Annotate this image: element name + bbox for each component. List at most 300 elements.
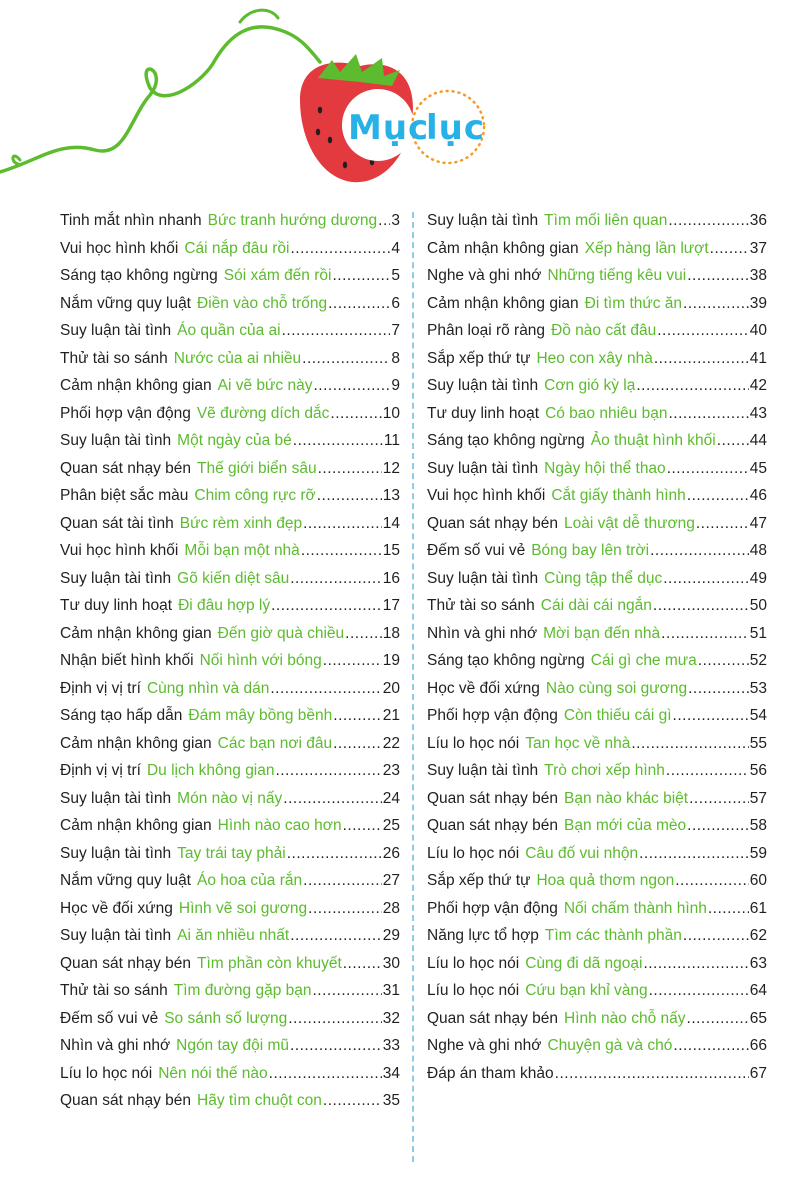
toc-category: Vui học hình khối bbox=[60, 542, 179, 559]
toc-title: Tìm mối liên quan bbox=[544, 212, 668, 229]
toc-page-number: 3 bbox=[391, 212, 400, 229]
toc-column-right bbox=[427, 212, 767, 1092]
toc-category: Cảm nhận không gian bbox=[60, 817, 212, 834]
toc-category: Phối hợp vận động bbox=[427, 899, 558, 917]
toc-leader-dots bbox=[667, 460, 749, 478]
toc-leader-dots bbox=[343, 817, 382, 835]
toc-entry bbox=[427, 707, 767, 735]
toc-page-number: 53 bbox=[749, 679, 767, 697]
toc-page-number: 41 bbox=[749, 349, 767, 367]
toc-category: Quan sát nhạy bén bbox=[427, 514, 558, 532]
toc-leader-dots bbox=[663, 570, 749, 588]
toc-entry bbox=[427, 762, 767, 790]
toc-page-number: 10 bbox=[382, 404, 400, 422]
toc-leader-dots bbox=[317, 487, 382, 505]
toc-title: Nào cùng soi gương bbox=[545, 679, 688, 697]
toc-category: Vui học hình khối bbox=[60, 239, 179, 257]
toc-leader-dots bbox=[313, 377, 390, 395]
toc-category: Nhận biết hình khối bbox=[60, 652, 194, 669]
toc-leader-dots bbox=[683, 927, 749, 945]
toc-title: Cùng tập thể dục bbox=[544, 569, 663, 587]
toc-leader-dots bbox=[668, 405, 748, 423]
toc-leader-dots bbox=[271, 597, 382, 615]
toc-category: Tư duy linh hoạt bbox=[60, 597, 173, 614]
toc-category: Phối hợp vận động bbox=[60, 404, 191, 422]
toc-page-number: 51 bbox=[749, 624, 767, 642]
toc-title: Cùng nhìn và dán bbox=[146, 679, 270, 697]
toc-page-number: 7 bbox=[391, 322, 400, 339]
toc-leader-dots bbox=[673, 1037, 748, 1055]
toc-page-number: 37 bbox=[749, 239, 767, 257]
toc-title: Bức tranh hướng dương bbox=[207, 212, 378, 229]
toc-entry bbox=[60, 1092, 400, 1120]
toc-category: Quan sát nhạy bén bbox=[60, 459, 191, 477]
toc-entry bbox=[427, 845, 767, 873]
toc-category: Học về đối xứng bbox=[60, 899, 173, 917]
toc-leader-dots bbox=[673, 707, 749, 725]
toc-entry bbox=[427, 542, 767, 570]
toc-page-number: 15 bbox=[382, 542, 400, 559]
toc-leader-dots bbox=[288, 1010, 381, 1028]
toc-entry bbox=[427, 1065, 767, 1093]
toc-title: Trò chơi xếp hình bbox=[544, 762, 665, 779]
toc-entry bbox=[60, 377, 400, 405]
toc-page-number: 61 bbox=[749, 899, 767, 917]
toc-category: Nắm vững quy luật bbox=[60, 872, 191, 889]
toc-title: Các bạn nơi đâu bbox=[217, 734, 333, 752]
toc-page-number: 29 bbox=[382, 927, 400, 944]
toc-entry bbox=[427, 900, 767, 928]
toc-category: Líu lo học nói bbox=[427, 734, 520, 752]
toc-leader-dots bbox=[643, 955, 748, 973]
toc-title: Có bao nhiêu bạn bbox=[545, 404, 668, 422]
toc-leader-dots bbox=[303, 872, 382, 890]
toc-category: Suy luận tài tình bbox=[427, 377, 539, 394]
toc-page-number: 17 bbox=[382, 597, 400, 614]
toc-title: Câu đố vui nhộn bbox=[525, 844, 639, 862]
toc-category: Đếm số vui vẻ bbox=[60, 1009, 159, 1027]
toc-entry bbox=[427, 377, 767, 405]
toc-page-number: 63 bbox=[749, 954, 767, 972]
toc-page-number: 13 bbox=[382, 487, 400, 504]
toc-page-number: 22 bbox=[382, 734, 400, 752]
toc-page-number: 11 bbox=[383, 432, 400, 449]
toc-entry bbox=[427, 405, 767, 433]
toc-page-number: 12 bbox=[382, 459, 400, 477]
toc-entry bbox=[60, 927, 400, 955]
toc-page-number: 16 bbox=[382, 569, 400, 587]
toc-title: Đồ nào cất đâu bbox=[551, 322, 657, 339]
toc-page-number: 58 bbox=[749, 817, 767, 834]
toc-category: Nhìn và ghi nhớ bbox=[60, 1037, 171, 1054]
toc-title: Bạn mới của mèo bbox=[564, 817, 687, 834]
toc-category: Suy luận tài tình bbox=[60, 432, 172, 449]
toc-title: Xếp hàng lần lượt bbox=[584, 239, 709, 257]
toc-entry bbox=[60, 652, 400, 680]
toc-title: Du lịch không gian bbox=[146, 762, 275, 779]
toc-title: Tìm đường gặp bạn bbox=[173, 982, 312, 999]
toc-page-number: 40 bbox=[749, 322, 767, 339]
toc-title: Tan học về nhà bbox=[525, 734, 631, 752]
toc-page-number: 42 bbox=[749, 377, 767, 394]
toc-entry bbox=[60, 487, 400, 515]
toc-title: Cái nắp đâu rồi bbox=[184, 239, 290, 257]
toc-title: Cái gì che mưa bbox=[590, 652, 697, 669]
toc-leader-dots bbox=[378, 212, 390, 230]
toc-entry bbox=[427, 350, 767, 378]
toc-entry bbox=[60, 680, 400, 708]
toc-category: Quan sát nhạy bén bbox=[427, 789, 558, 807]
toc-leader-dots bbox=[688, 680, 749, 698]
toc-leader-dots bbox=[276, 762, 382, 780]
toc-leader-dots bbox=[302, 350, 390, 368]
toc-category: Suy luận tài tình bbox=[427, 569, 539, 587]
toc-category: Cảm nhận không gian bbox=[427, 239, 579, 257]
toc-category: Suy luận tài tình bbox=[60, 844, 172, 862]
toc-page-number: 9 bbox=[391, 377, 400, 394]
toc-leader-dots bbox=[345, 625, 382, 643]
toc-title: Tay trái tay phải bbox=[177, 844, 286, 862]
toc-title: Đi đâu hợp lý bbox=[178, 597, 271, 614]
toc-category: Cảm nhận không gian bbox=[427, 294, 579, 312]
toc-entry bbox=[427, 625, 767, 653]
toc-title: Chuyện gà và chó bbox=[547, 1037, 673, 1054]
toc-category: Tư duy linh hoạt bbox=[427, 404, 540, 422]
toc-page-number: 66 bbox=[749, 1037, 767, 1054]
toc-entry bbox=[60, 790, 400, 818]
toc-title: Ngày hội thể thao bbox=[544, 459, 666, 477]
toc-category: Vui học hình khối bbox=[427, 487, 546, 504]
toc-page-number: 18 bbox=[382, 624, 400, 642]
toc-leader-dots bbox=[555, 1065, 749, 1083]
toc-category: Thử tài so sánh bbox=[427, 597, 535, 614]
toc-entry bbox=[60, 350, 400, 378]
toc-title: Cơn gió kỳ lạ bbox=[544, 377, 636, 394]
toc-leader-dots bbox=[668, 212, 748, 230]
toc-page-number: 46 bbox=[749, 487, 767, 504]
toc-category: Thử tài so sánh bbox=[60, 349, 168, 367]
toc-category: Sáng tạo không ngừng bbox=[427, 652, 585, 669]
toc-category: Sáng tạo không ngừng bbox=[427, 432, 585, 449]
toc-title: So sánh số lượng bbox=[164, 1009, 288, 1027]
toc-title: Hình nào chỗ nấy bbox=[564, 1009, 686, 1027]
toc-entry bbox=[60, 432, 400, 460]
toc-category: Phối hợp vận động bbox=[427, 707, 558, 724]
toc-page-number: 44 bbox=[749, 432, 767, 449]
toc-leader-dots bbox=[332, 267, 390, 285]
toc-title: Ai ăn nhiều nhất bbox=[177, 927, 290, 944]
toc-leader-dots bbox=[687, 487, 749, 505]
toc-page-number: 57 bbox=[749, 789, 767, 807]
toc-leader-dots bbox=[653, 597, 749, 615]
toc-leader-dots bbox=[649, 982, 749, 1000]
toc-category: Suy luận tài tình bbox=[60, 789, 172, 807]
toc-entry bbox=[60, 212, 400, 240]
toc-leader-dots bbox=[687, 267, 749, 285]
toc-title: Đám mây bồng bềnh bbox=[188, 707, 333, 724]
toc-page-number: 25 bbox=[382, 817, 400, 834]
toc-category: Quan sát nhạy bén bbox=[60, 1092, 191, 1109]
toc-page-number: 35 bbox=[382, 1092, 400, 1109]
toc-entry bbox=[60, 845, 400, 873]
toc-page-number: 34 bbox=[382, 1064, 400, 1082]
page-title-sub: lục bbox=[426, 108, 486, 148]
toc-page-number: 20 bbox=[382, 679, 400, 697]
toc-category: Quan sát nhạy bén bbox=[427, 817, 558, 834]
toc-leader-dots bbox=[343, 955, 382, 973]
toc-category: Sáng tạo không ngừng bbox=[60, 267, 218, 284]
toc-leader-dots bbox=[290, 240, 390, 258]
toc-title: Tìm phần còn khuyết bbox=[197, 954, 342, 972]
toc-entry bbox=[60, 762, 400, 790]
toc-entry bbox=[427, 212, 767, 240]
toc-category: Nhìn và ghi nhớ bbox=[427, 624, 538, 642]
toc-entry bbox=[60, 1010, 400, 1038]
toc-title: Đi tìm thức ăn bbox=[584, 294, 683, 312]
toc-title: Cứu bạn khỉ vàng bbox=[525, 982, 648, 999]
toc-entry bbox=[60, 872, 400, 900]
toc-page-number: 27 bbox=[382, 872, 400, 889]
toc-title: Chim công rực rỡ bbox=[194, 487, 316, 504]
toc-entry bbox=[427, 982, 767, 1010]
toc-category: Líu lo học nói bbox=[427, 954, 520, 972]
toc-page-number: 23 bbox=[382, 762, 400, 779]
toc-leader-dots bbox=[639, 845, 749, 863]
toc-entry bbox=[427, 515, 767, 543]
toc-category: Quan sát tài tình bbox=[60, 514, 174, 532]
toc-entry bbox=[427, 927, 767, 955]
toc-leader-dots bbox=[717, 432, 749, 450]
toc-category: Cảm nhận không gian bbox=[60, 624, 212, 642]
toc-category: Sắp xếp thứ tự bbox=[427, 872, 531, 889]
toc-leader-dots bbox=[282, 322, 391, 340]
toc-entry bbox=[427, 1010, 767, 1038]
toc-category: Phân loại rõ ràng bbox=[427, 322, 546, 339]
toc-page-number: 47 bbox=[749, 514, 767, 532]
toc-entry bbox=[60, 267, 400, 295]
toc-category: Suy luận tài tình bbox=[427, 762, 539, 779]
toc-title: Nối chấm thành hình bbox=[563, 899, 707, 917]
toc-category: Thử tài so sánh bbox=[60, 982, 168, 999]
toc-page-number: 31 bbox=[382, 982, 400, 999]
toc-page-number: 30 bbox=[382, 954, 400, 972]
toc-leader-dots bbox=[303, 515, 382, 533]
toc-title: Mỗi bạn một nhà bbox=[184, 542, 300, 559]
toc-title: Hãy tìm chuột con bbox=[197, 1092, 322, 1109]
toc-entry bbox=[60, 735, 400, 763]
toc-entry bbox=[60, 707, 400, 735]
toc-entry bbox=[60, 982, 400, 1010]
toc-page-number: 48 bbox=[749, 542, 767, 559]
toc-page-number: 38 bbox=[749, 267, 767, 284]
toc-leader-dots bbox=[689, 790, 749, 808]
toc-page-number: 49 bbox=[749, 569, 767, 587]
toc-category: Nghe và ghi nhớ bbox=[427, 1037, 542, 1054]
toc-page-number: 65 bbox=[749, 1009, 767, 1027]
toc-page-number: 54 bbox=[749, 707, 767, 724]
toc-entry bbox=[427, 735, 767, 763]
toc-title: Bức rèm xinh đẹp bbox=[179, 514, 303, 532]
toc-leader-dots bbox=[666, 762, 749, 780]
toc-category: Suy luận tài tình bbox=[60, 322, 172, 339]
toc-page-number: 21 bbox=[382, 707, 400, 724]
toc-page-number: 36 bbox=[749, 212, 767, 229]
toc-page-number: 33 bbox=[382, 1037, 400, 1054]
toc-entry bbox=[427, 652, 767, 680]
toc-category: Đáp án tham khảo bbox=[427, 1064, 554, 1082]
toc-leader-dots bbox=[631, 735, 748, 753]
toc-title: Bóng bay lên trời bbox=[531, 542, 650, 559]
toc-entry bbox=[60, 1037, 400, 1065]
toc-category: Sáng tạo hấp dẫn bbox=[60, 707, 183, 724]
toc-entry bbox=[60, 625, 400, 653]
strawberry-header-illustration bbox=[0, 0, 800, 200]
toc-title: Nên nói thế nào bbox=[158, 1064, 268, 1082]
toc-leader-dots bbox=[318, 460, 382, 478]
toc-leader-dots bbox=[687, 817, 749, 835]
toc-entry bbox=[427, 955, 767, 983]
toc-leader-dots bbox=[293, 432, 383, 450]
toc-title: Thế giới biển sâu bbox=[197, 459, 317, 477]
toc-title: Ảo thuật hình khối bbox=[590, 432, 716, 449]
toc-leader-dots bbox=[308, 900, 382, 918]
toc-category: Nắm vững quy luật bbox=[60, 294, 191, 312]
toc-entry bbox=[60, 542, 400, 570]
toc-entry bbox=[60, 322, 400, 350]
toc-leader-dots bbox=[698, 652, 749, 670]
toc-category: Năng lực tổ hợp bbox=[427, 927, 539, 944]
toc-title: Mời bạn đến nhà bbox=[543, 624, 661, 642]
toc-leader-dots bbox=[675, 872, 749, 890]
toc-page-number: 39 bbox=[749, 294, 767, 312]
toc-entry bbox=[427, 432, 767, 460]
toc-category: Quan sát nhạy bén bbox=[60, 954, 191, 972]
toc-title: Áo hoa của rắn bbox=[197, 872, 303, 889]
toc-category: Định vị vị trí bbox=[60, 679, 141, 697]
toc-page-number: 55 bbox=[749, 734, 767, 752]
toc-leader-dots bbox=[301, 542, 382, 560]
toc-entry bbox=[427, 1037, 767, 1065]
toc-title: Tìm các thành phần bbox=[544, 927, 682, 944]
toc-entry bbox=[427, 240, 767, 268]
toc-page-number: 24 bbox=[382, 789, 400, 807]
toc-page-number: 8 bbox=[391, 349, 400, 367]
toc-leader-dots bbox=[328, 295, 390, 313]
toc-entry bbox=[427, 680, 767, 708]
toc-title: Nước của ai nhiều bbox=[173, 349, 302, 367]
toc-leader-dots bbox=[636, 377, 748, 395]
toc-leader-dots bbox=[323, 1092, 382, 1110]
toc-category: Sắp xếp thứ tự bbox=[427, 349, 531, 367]
toc-leader-dots bbox=[657, 322, 749, 340]
toc-leader-dots bbox=[333, 735, 382, 753]
toc-leader-dots bbox=[654, 350, 749, 368]
toc-category: Cảm nhận không gian bbox=[60, 377, 212, 394]
toc-title: Gõ kiến diệt sâu bbox=[177, 569, 290, 587]
toc-title: Ai vẽ bức này bbox=[217, 377, 313, 394]
toc-category: Tinh mắt nhìn nhanh bbox=[60, 212, 202, 229]
toc-category: Líu lo học nói bbox=[427, 982, 520, 999]
toc-title: Bạn nào khác biệt bbox=[564, 789, 689, 807]
toc-leader-dots bbox=[650, 542, 749, 560]
toc-leader-dots bbox=[290, 570, 382, 588]
toc-page-number: 5 bbox=[391, 267, 400, 284]
toc-leader-dots bbox=[287, 845, 382, 863]
toc-category: Đếm số vui vẻ bbox=[427, 542, 526, 559]
toc-category: Suy luận tài tình bbox=[60, 927, 172, 944]
toc-page-number: 60 bbox=[749, 872, 767, 889]
toc-category: Học về đối xứng bbox=[427, 679, 540, 697]
toc-page-number: 43 bbox=[749, 404, 767, 422]
toc-entry bbox=[427, 790, 767, 818]
toc-title: Loài vật dễ thương bbox=[564, 514, 695, 532]
toc-entry bbox=[60, 817, 400, 845]
toc-leader-dots bbox=[270, 680, 381, 698]
toc-page-number: 45 bbox=[749, 459, 767, 477]
toc-title: Sói xám đến rồi bbox=[223, 267, 332, 284]
toc-page-number: 32 bbox=[382, 1009, 400, 1027]
toc-entry bbox=[60, 405, 400, 433]
toc-entry bbox=[427, 817, 767, 845]
toc-page-number: 67 bbox=[749, 1064, 767, 1082]
toc-page-number: 28 bbox=[382, 899, 400, 917]
toc-category: Suy luận tài tình bbox=[60, 569, 172, 587]
toc-leader-dots bbox=[696, 515, 749, 533]
toc-entry bbox=[60, 900, 400, 928]
toc-leader-dots bbox=[323, 652, 382, 670]
toc-category: Quan sát nhạy bén bbox=[427, 1009, 558, 1027]
page-title: Mục bbox=[348, 108, 430, 148]
toc-category: Líu lo học nói bbox=[427, 844, 520, 862]
toc-category: Định vị vị trí bbox=[60, 762, 141, 779]
toc-category: Líu lo học nói bbox=[60, 1064, 153, 1082]
toc-page-number: 50 bbox=[749, 597, 767, 614]
toc-leader-dots bbox=[283, 790, 381, 808]
toc-page-number: 4 bbox=[391, 239, 400, 257]
toc-page-number: 52 bbox=[749, 652, 767, 669]
toc-entry bbox=[60, 1065, 400, 1093]
toc-page-number: 59 bbox=[749, 844, 767, 862]
toc-entry bbox=[427, 872, 767, 900]
toc-page-number: 6 bbox=[391, 294, 400, 312]
vine-icon bbox=[0, 27, 320, 172]
toc-title: Ngón tay đội mũ bbox=[176, 1037, 289, 1054]
toc-category: Cảm nhận không gian bbox=[60, 734, 212, 752]
toc-category: Nghe và ghi nhớ bbox=[427, 267, 542, 284]
toc-leader-dots bbox=[710, 240, 749, 258]
toc-leader-dots bbox=[269, 1065, 382, 1083]
toc-page-number: 26 bbox=[382, 844, 400, 862]
toc-title: Hình nào cao hơn bbox=[217, 817, 342, 834]
toc-category: Phân biệt sắc màu bbox=[60, 487, 189, 504]
toc-entry bbox=[427, 487, 767, 515]
toc-title: Cắt giấy thành hình bbox=[551, 487, 686, 504]
toc-page-number: 64 bbox=[749, 982, 767, 999]
toc-entry bbox=[60, 515, 400, 543]
toc-leader-dots bbox=[330, 405, 381, 423]
toc-entry bbox=[60, 597, 400, 625]
toc-leader-dots bbox=[687, 1010, 749, 1028]
toc-entry bbox=[60, 460, 400, 488]
toc-title: Áo quần của ai bbox=[177, 322, 281, 339]
toc-page-number: 19 bbox=[382, 652, 400, 669]
toc-page-number: 14 bbox=[382, 514, 400, 532]
toc-entry bbox=[427, 460, 767, 488]
toc-title: Cái dài cái ngắn bbox=[540, 597, 652, 614]
column-divider bbox=[412, 212, 414, 1162]
toc-entry bbox=[60, 955, 400, 983]
toc-title: Hình vẽ soi gương bbox=[178, 899, 308, 917]
